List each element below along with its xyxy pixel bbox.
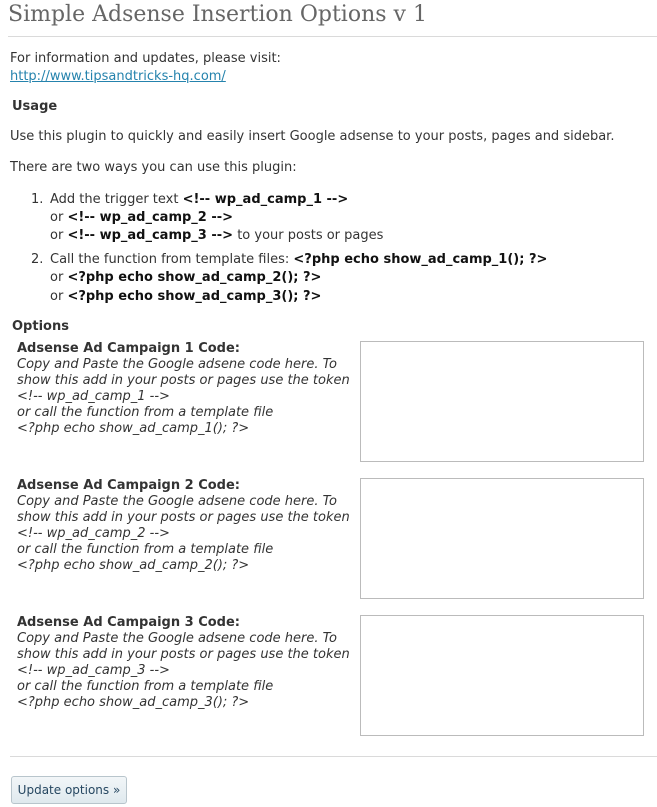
list-number: 2.: [31, 252, 44, 267]
title-divider: [8, 36, 657, 37]
trigger-code: <!-- wp_ad_camp_2 -->: [67, 210, 234, 225]
list-text: Call the function from template files:: [50, 252, 294, 267]
trigger-code: <!-- wp_ad_camp_3 -->: [67, 228, 234, 243]
campaign-desc: or call the function from a template file: [17, 542, 274, 557]
campaign-desc: Copy and Paste the Google adsene code here. To: [17, 494, 337, 509]
campaign-2-code-textarea[interactable]: [360, 478, 644, 599]
campaign-1-label: [17, 341, 357, 437]
campaign-3-code-textarea[interactable]: [360, 615, 644, 736]
page-title: Simple Adsense Insertion Options v 1: [8, 2, 427, 27]
campaign-desc: Copy and Paste the Google adsene code here. To: [17, 631, 337, 646]
campaign-desc: or call the function from a template file: [17, 405, 274, 420]
function-code: <?php echo show_ad_camp_1(); ?>: [293, 252, 548, 267]
usage-heading: Usage: [12, 99, 58, 114]
list-number: 1.: [31, 192, 44, 207]
list-text: or: [50, 289, 68, 304]
function-code: <?php echo show_ad_camp_2(); ?>: [67, 270, 322, 285]
list-text: or: [50, 228, 68, 243]
list-text: or: [50, 270, 68, 285]
campaign-2-label: [17, 478, 357, 574]
campaign-desc: <?php echo show_ad_camp_1(); ?>: [17, 421, 250, 436]
campaign-title: Adsense Ad Campaign 2 Code:: [17, 478, 240, 493]
usage-intro: Use this plugin to quickly and easily insert Google adsense to your posts, pages and sidebar.: [10, 129, 615, 144]
function-code: <?php echo show_ad_camp_3(); ?>: [67, 289, 322, 304]
list-text: or: [50, 210, 68, 225]
campaign-desc: show this add in your posts or pages use the token: [17, 373, 350, 388]
campaign-desc: or call the function from a template file: [17, 679, 274, 694]
campaign-title: Adsense Ad Campaign 3 Code:: [17, 615, 240, 630]
trigger-code: <!-- wp_ad_camp_1 -->: [182, 192, 349, 207]
list-text: to your posts or pages: [233, 228, 384, 243]
campaign-desc: Copy and Paste the Google adsene code here. To: [17, 357, 337, 372]
tipsandtricks-link[interactable]: http://www.tipsandtricks-hq.com/: [10, 69, 226, 84]
campaign-desc: show this add in your posts or pages use the token: [17, 510, 350, 525]
info-text: For information and updates, please visit:: [10, 51, 281, 66]
campaign-desc: <!-- wp_ad_camp_2 -->: [17, 526, 170, 541]
bottom-divider: [10, 756, 657, 757]
campaign-desc: <?php echo show_ad_camp_3(); ?>: [17, 695, 250, 710]
campaign-desc: <!-- wp_ad_camp_1 -->: [17, 389, 170, 404]
campaign-title: Adsense Ad Campaign 1 Code:: [17, 341, 240, 356]
campaign-1-code-textarea[interactable]: [360, 341, 644, 462]
list-text: Add the trigger text: [50, 192, 183, 207]
campaign-desc: show this add in your posts or pages use the token: [17, 647, 350, 662]
campaign-desc: <!-- wp_ad_camp_3 -->: [17, 663, 170, 678]
campaign-3-label: [17, 615, 357, 711]
campaign-desc: <?php echo show_ad_camp_2(); ?>: [17, 558, 250, 573]
usage-ways: There are two ways you can use this plugin:: [10, 160, 297, 175]
update-options-button[interactable]: Update options »: [11, 776, 127, 804]
options-heading: Options: [12, 319, 69, 334]
